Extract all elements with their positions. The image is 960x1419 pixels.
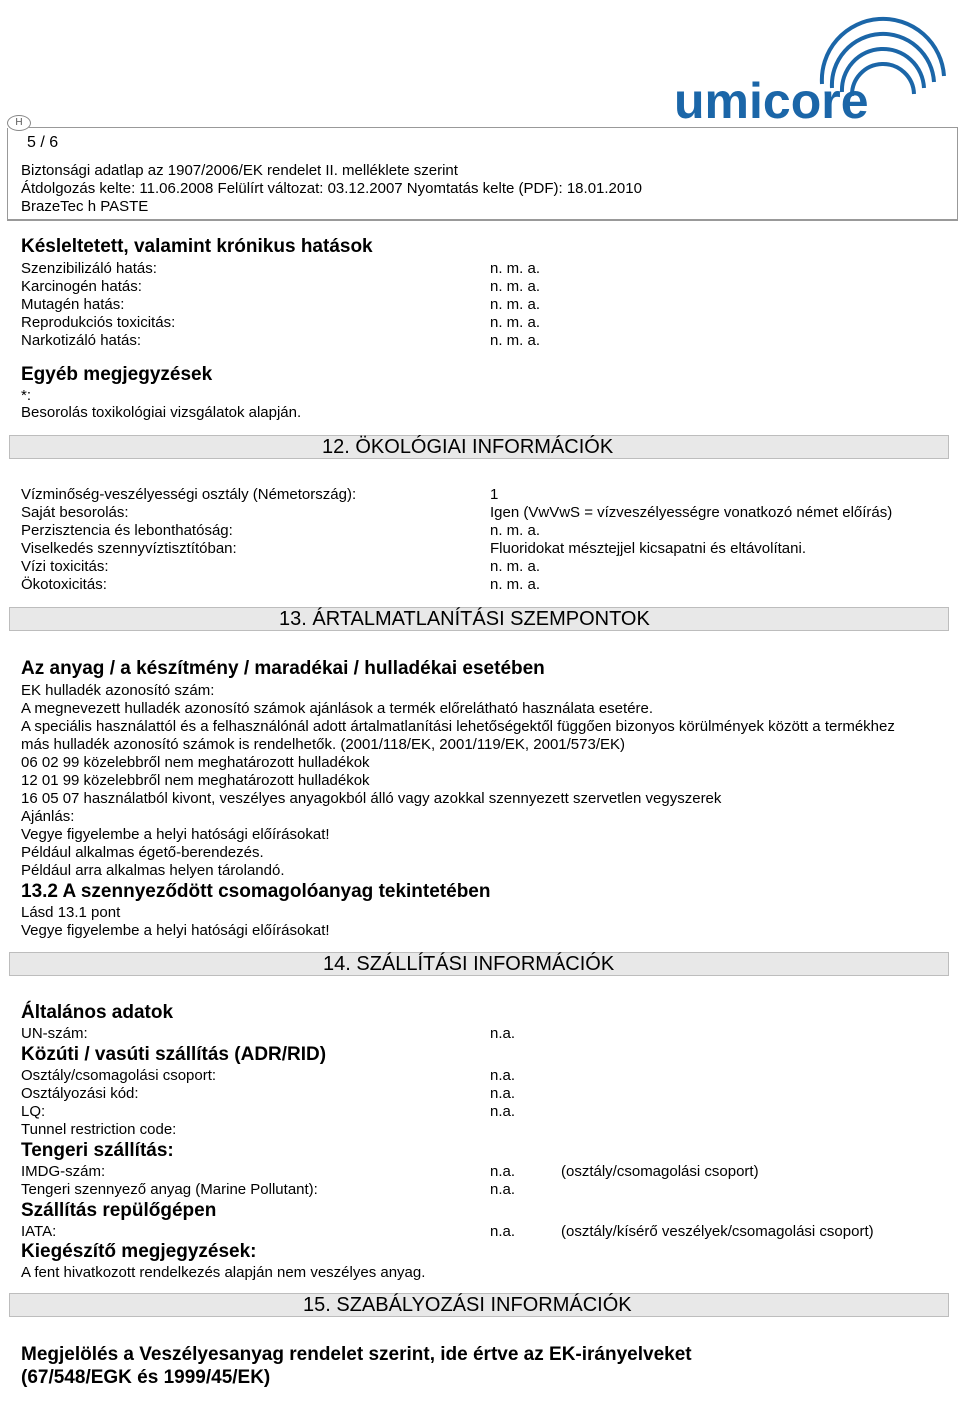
disposal-line: Például arra alkalmas helyen tárolandó. <box>21 862 285 879</box>
sea-transport-title: Tengeri szállítás: <box>21 1140 174 1161</box>
eco-value: n. m. a. <box>490 522 541 539</box>
umicore-logo <box>672 6 954 126</box>
eco-label: Ökotoxicitás: <box>21 576 107 593</box>
header-line-3: BrazeTec h PASTE <box>21 198 149 215</box>
disposal-line: 12 01 99 közelebbről nem meghatározott hulladékok <box>21 772 370 789</box>
svg-text:umicore: umicore <box>674 73 869 126</box>
disposal-line: 16 05 07 használatból kivont, veszélyes anyagokból álló vagy azokkal szennyezett szervetlen vegyszerek <box>21 790 722 807</box>
eco-value: 1 <box>490 486 499 503</box>
disposal-line: más hulladék azonosító számok is rendelhetők. (2001/118/EK, 2001/119/EK, 2001/573/EK) <box>21 736 625 753</box>
section-14-heading: 14. SZÁLLÍTÁSI INFORMÁCIÓK <box>323 953 615 975</box>
delayed-effects-title: Késleltetett, valamint krónikus hatások <box>21 236 373 257</box>
regulatory-title-2: (67/548/EGK és 1999/45/EK) <box>21 1367 271 1388</box>
header-line-2: Átdolgozás kelte: 11.06.2008 Felülírt változat: 03.12.2007 Nyomtatás kelte (PDF): 18.01.2010 <box>21 180 642 197</box>
iata-note: (osztály/kísérő veszélyek/csomagolási csoport) <box>561 1223 874 1240</box>
delayed-value: n. m. a. <box>490 332 541 349</box>
header-line-1: Biztonsági adatlap az 1907/2006/EK rendelet II. melléklete szerint <box>21 162 458 179</box>
extra-notes-text: A fent hivatkozott rendelkezés alapján nem veszélyes anyag. <box>21 1264 426 1281</box>
imdg-note: (osztály/csomagolási csoport) <box>561 1163 759 1180</box>
packaging-subtitle: 13.2 A szennyeződött csomagolóanyag tekintetében <box>21 881 491 902</box>
disposal-line: Ajánlás: <box>21 808 75 825</box>
road-label: Osztályozási kód: <box>21 1085 139 1102</box>
iata-value: n.a. <box>490 1223 516 1240</box>
page-number: 5 / 6 <box>27 134 59 151</box>
road-value: n.a. <box>490 1085 516 1102</box>
road-value: n.a. <box>490 1103 516 1120</box>
road-transport-title: Közúti / vasúti szállítás (ADR/RID) <box>21 1044 327 1065</box>
air-transport-title: Szállítás repülőgépen <box>21 1200 217 1221</box>
section-13-bar <box>9 607 949 631</box>
delayed-value: n. m. a. <box>490 314 541 331</box>
header-rule <box>29 127 958 128</box>
marine-pollutant-value: n.a. <box>490 1181 516 1198</box>
eco-label: Saját besorolás: <box>21 504 129 521</box>
disposal-line: Vegye figyelembe a helyi hatósági előírásokat! <box>21 826 330 843</box>
marine-pollutant-label: Tengeri szennyező anyag (Marine Pollutant): <box>21 1181 318 1198</box>
section-15-heading: 15. SZABÁLYOZÁSI INFORMÁCIÓK <box>303 1294 632 1316</box>
imdg-label: IMDG-szám: <box>21 1163 106 1180</box>
notes-star: *: <box>21 387 32 404</box>
road-label: Tunnel restriction code: <box>21 1121 177 1138</box>
disposal-line: A speciális használattól és a felhasználónál adott ártalmatlanítási lehetőségektől függően bizonyos körülmények között a termékhez <box>21 718 895 735</box>
notes-title: Egyéb megjegyzések <box>21 364 213 385</box>
eco-value: Fluoridokat mésztejjel kicsapatni és eltávolítani. <box>490 540 806 557</box>
imdg-value: n.a. <box>490 1163 516 1180</box>
disposal-line: EK hulladék azonosító szám: <box>21 682 215 699</box>
delayed-label: Mutagén hatás: <box>21 296 125 313</box>
road-label: LQ: <box>21 1103 46 1120</box>
delayed-label: Reprodukciós toxicitás: <box>21 314 176 331</box>
disposal-subtitle: Az anyag / a készítmény / maradékai / hulladékai esetében <box>21 658 545 679</box>
packaging-line: Lásd 13.1 pont <box>21 904 121 921</box>
iata-label: IATA: <box>21 1223 57 1240</box>
section-12-bar <box>9 435 949 459</box>
road-label: Osztály/csomagolási csoport: <box>21 1067 217 1084</box>
disposal-line: Például alkalmas égető-berendezés. <box>21 844 264 861</box>
delayed-value: n. m. a. <box>490 260 541 277</box>
un-number-value: n.a. <box>490 1025 516 1042</box>
section-12-heading: 12. ÖKOLÓGIAI INFORMÁCIÓK <box>322 436 614 458</box>
disposal-line: 06 02 99 közelebbről nem meghatározott hulladékok <box>21 754 370 771</box>
eco-label: Perzisztencia és lebonthatóság: <box>21 522 233 539</box>
transport-general-title: Általános adatok <box>21 1002 174 1023</box>
extra-notes-title: Kiegészítő megjegyzések: <box>21 1241 257 1262</box>
road-value: n.a. <box>490 1067 516 1084</box>
delayed-label: Narkotizáló hatás: <box>21 332 142 349</box>
un-number-label: UN-szám: <box>21 1025 88 1042</box>
eco-value: Igen (VwVwS = vízveszélyességre vonatkozó német előírás) <box>490 504 893 521</box>
eco-label: Vízi toxicitás: <box>21 558 109 575</box>
packaging-line: Vegye figyelembe a helyi hatósági előírásokat! <box>21 922 330 939</box>
section-13-heading: 13. ÁRTALMATLANÍTÁSI SZEMPONTOK <box>279 608 650 630</box>
eco-value: n. m. a. <box>490 558 541 575</box>
delayed-label: Szenzibilizáló hatás: <box>21 260 157 277</box>
notes-text: Besorolás toxikológiai vizsgálatok alapján. <box>21 404 302 421</box>
eco-label: Vízminőség-veszélyességi osztály (Németország): <box>21 486 357 503</box>
eco-value: n. m. a. <box>490 576 541 593</box>
delayed-value: n. m. a. <box>490 296 541 313</box>
eco-label: Viselkedés szennyvíztisztítóban: <box>21 540 237 557</box>
section-14-bar <box>9 952 949 976</box>
section-15-bar <box>9 1293 949 1317</box>
header-rule <box>7 219 958 221</box>
delayed-label: Karcinogén hatás: <box>21 278 142 295</box>
delayed-value: n. m. a. <box>490 278 541 295</box>
regulatory-title-1: Megjelölés a Veszélyesanyag rendelet szerint, ide értve az EK-irányelveket <box>21 1344 692 1365</box>
header-rule <box>957 127 958 220</box>
disposal-line: A megnevezett hulladék azonosító számok ajánlások a termék előrelátható használata esetére. <box>21 700 654 717</box>
header-mark: H <box>7 115 31 131</box>
header-rule <box>7 128 8 220</box>
